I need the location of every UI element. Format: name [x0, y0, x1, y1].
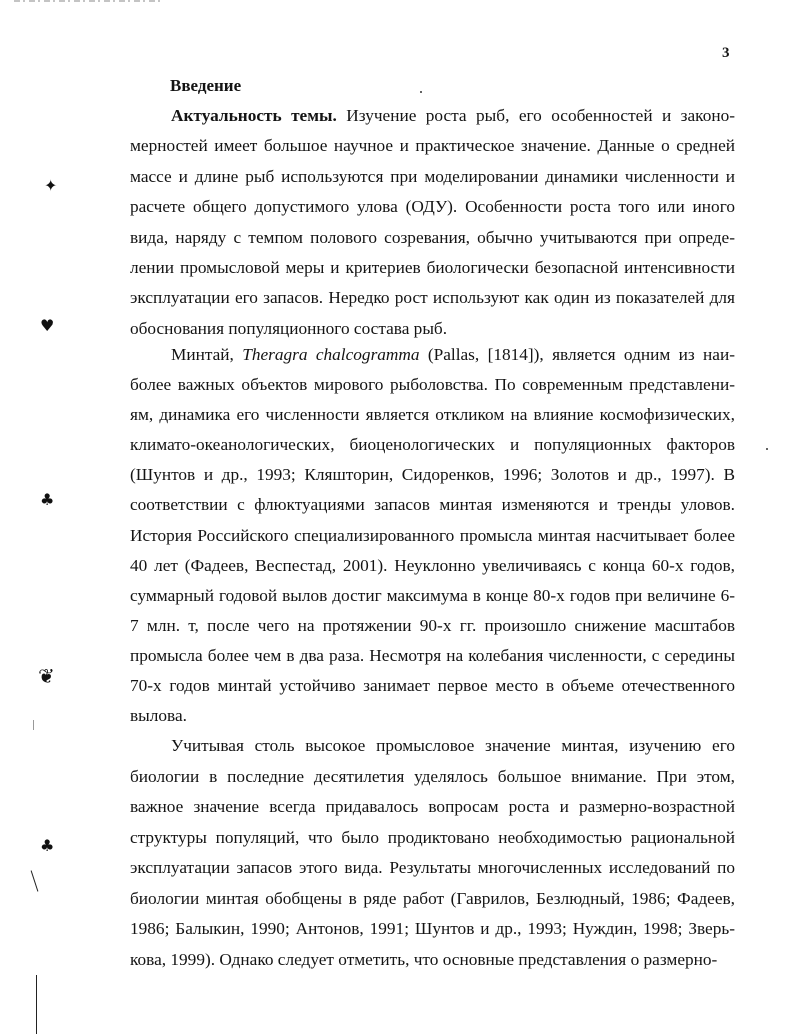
scan-edge-line-3 — [33, 720, 34, 730]
scan-artifact-top — [14, 0, 174, 4]
binder-hole-mark-4: ❦ — [38, 664, 55, 688]
paragraph-biology — [130, 731, 735, 975]
binder-hole-mark-3: ♣ — [40, 490, 55, 509]
species-name: Theragra chalcogramma — [242, 345, 420, 364]
scan-dot-2 — [766, 448, 768, 450]
page-number: 3 — [722, 45, 730, 61]
paragraph-text: Изучение роста рыб, его особенностей и закономерностей имеет большое научное и практическое значение. Данные о средней массе и длине рыб используются при моделировании динамики численности и расчете общего допустимого улова (ОДУ). Особенности роста того или иного вида, наряду с темпом полового созревания, обычно учитываются при определении промысловой меры и критериев биологически безопасной интенсивности эксплуатации его запасов. Нередко рост используют как один из показателей для обоснования популяционного состава рыб. — [130, 106, 735, 338]
binder-hole-mark-2: ♥ — [40, 316, 55, 335]
scan-edge-line-1 — [31, 870, 39, 891]
paragraph-text: (Pallas, [1814]), является одним из наиболее важных объектов мирового рыболовства. По современным представлениям, динамика его численности является откликом на влияние космофизических, климато-океанологических, биоценологических и популяционных факторов (Шунтов и др., 1993; Кляшторин, Сидоренков, 1996; Золотов и др., 1997). В соответствии с флюктуациями запасов минтая изменяются и тренды уловов. История Российского специализированного промысла минтая насчитывает более 40 лет (Фадеев, Веспестад, 2001). Неуклонно увеличиваясь с конца 60-х годов, суммарный годовой вылов достиг максимума в конце 80-х годов при величине 6-7 млн. т, после чего на протяжении 90-х гг. произошло снижение масштабов промысла более чем в два раза. Несмотря на колебания численности, с середины 70-х годов минтай устойчиво занимает первое место в объеме отечественного вылова. — [130, 345, 735, 726]
paragraph-relevance — [130, 101, 735, 344]
section-heading: Введение — [170, 76, 242, 95]
binder-hole-mark-1: ✦ — [44, 176, 58, 195]
binder-hole-mark-5: ♣ — [40, 836, 55, 855]
paragraph-text: Учитывая столь высокое промысловое значение минтая, изучению его биологии в последние десятилетия уделялось большое внимание. При этом, важное значение всегда придавалось вопросам роста и размерно-возрастной структуры популяций, что было продиктовано необходимостью рациональной эксплуатации запасов этого вида. Результаты многочисленных исследований по биологии минтая обобщены в ряде работ (Гаврилов, Безлюдный, 1986; Фадеев, 1986; Балыкин, 1990; Антонов, 1991; Шунтов и др., 1993; Нуждин, 1998; Зверькова, 1999). Однако следует отметить, что основные представления о размерно- — [130, 736, 735, 969]
paragraph-lead: Минтай, — [171, 345, 243, 364]
scan-edge-line-2 — [36, 975, 37, 1034]
paragraph-pollock — [130, 340, 735, 731]
scan-dot-1 — [420, 91, 422, 93]
paragraph-lead-bold: Актуальность темы. — [171, 106, 337, 125]
